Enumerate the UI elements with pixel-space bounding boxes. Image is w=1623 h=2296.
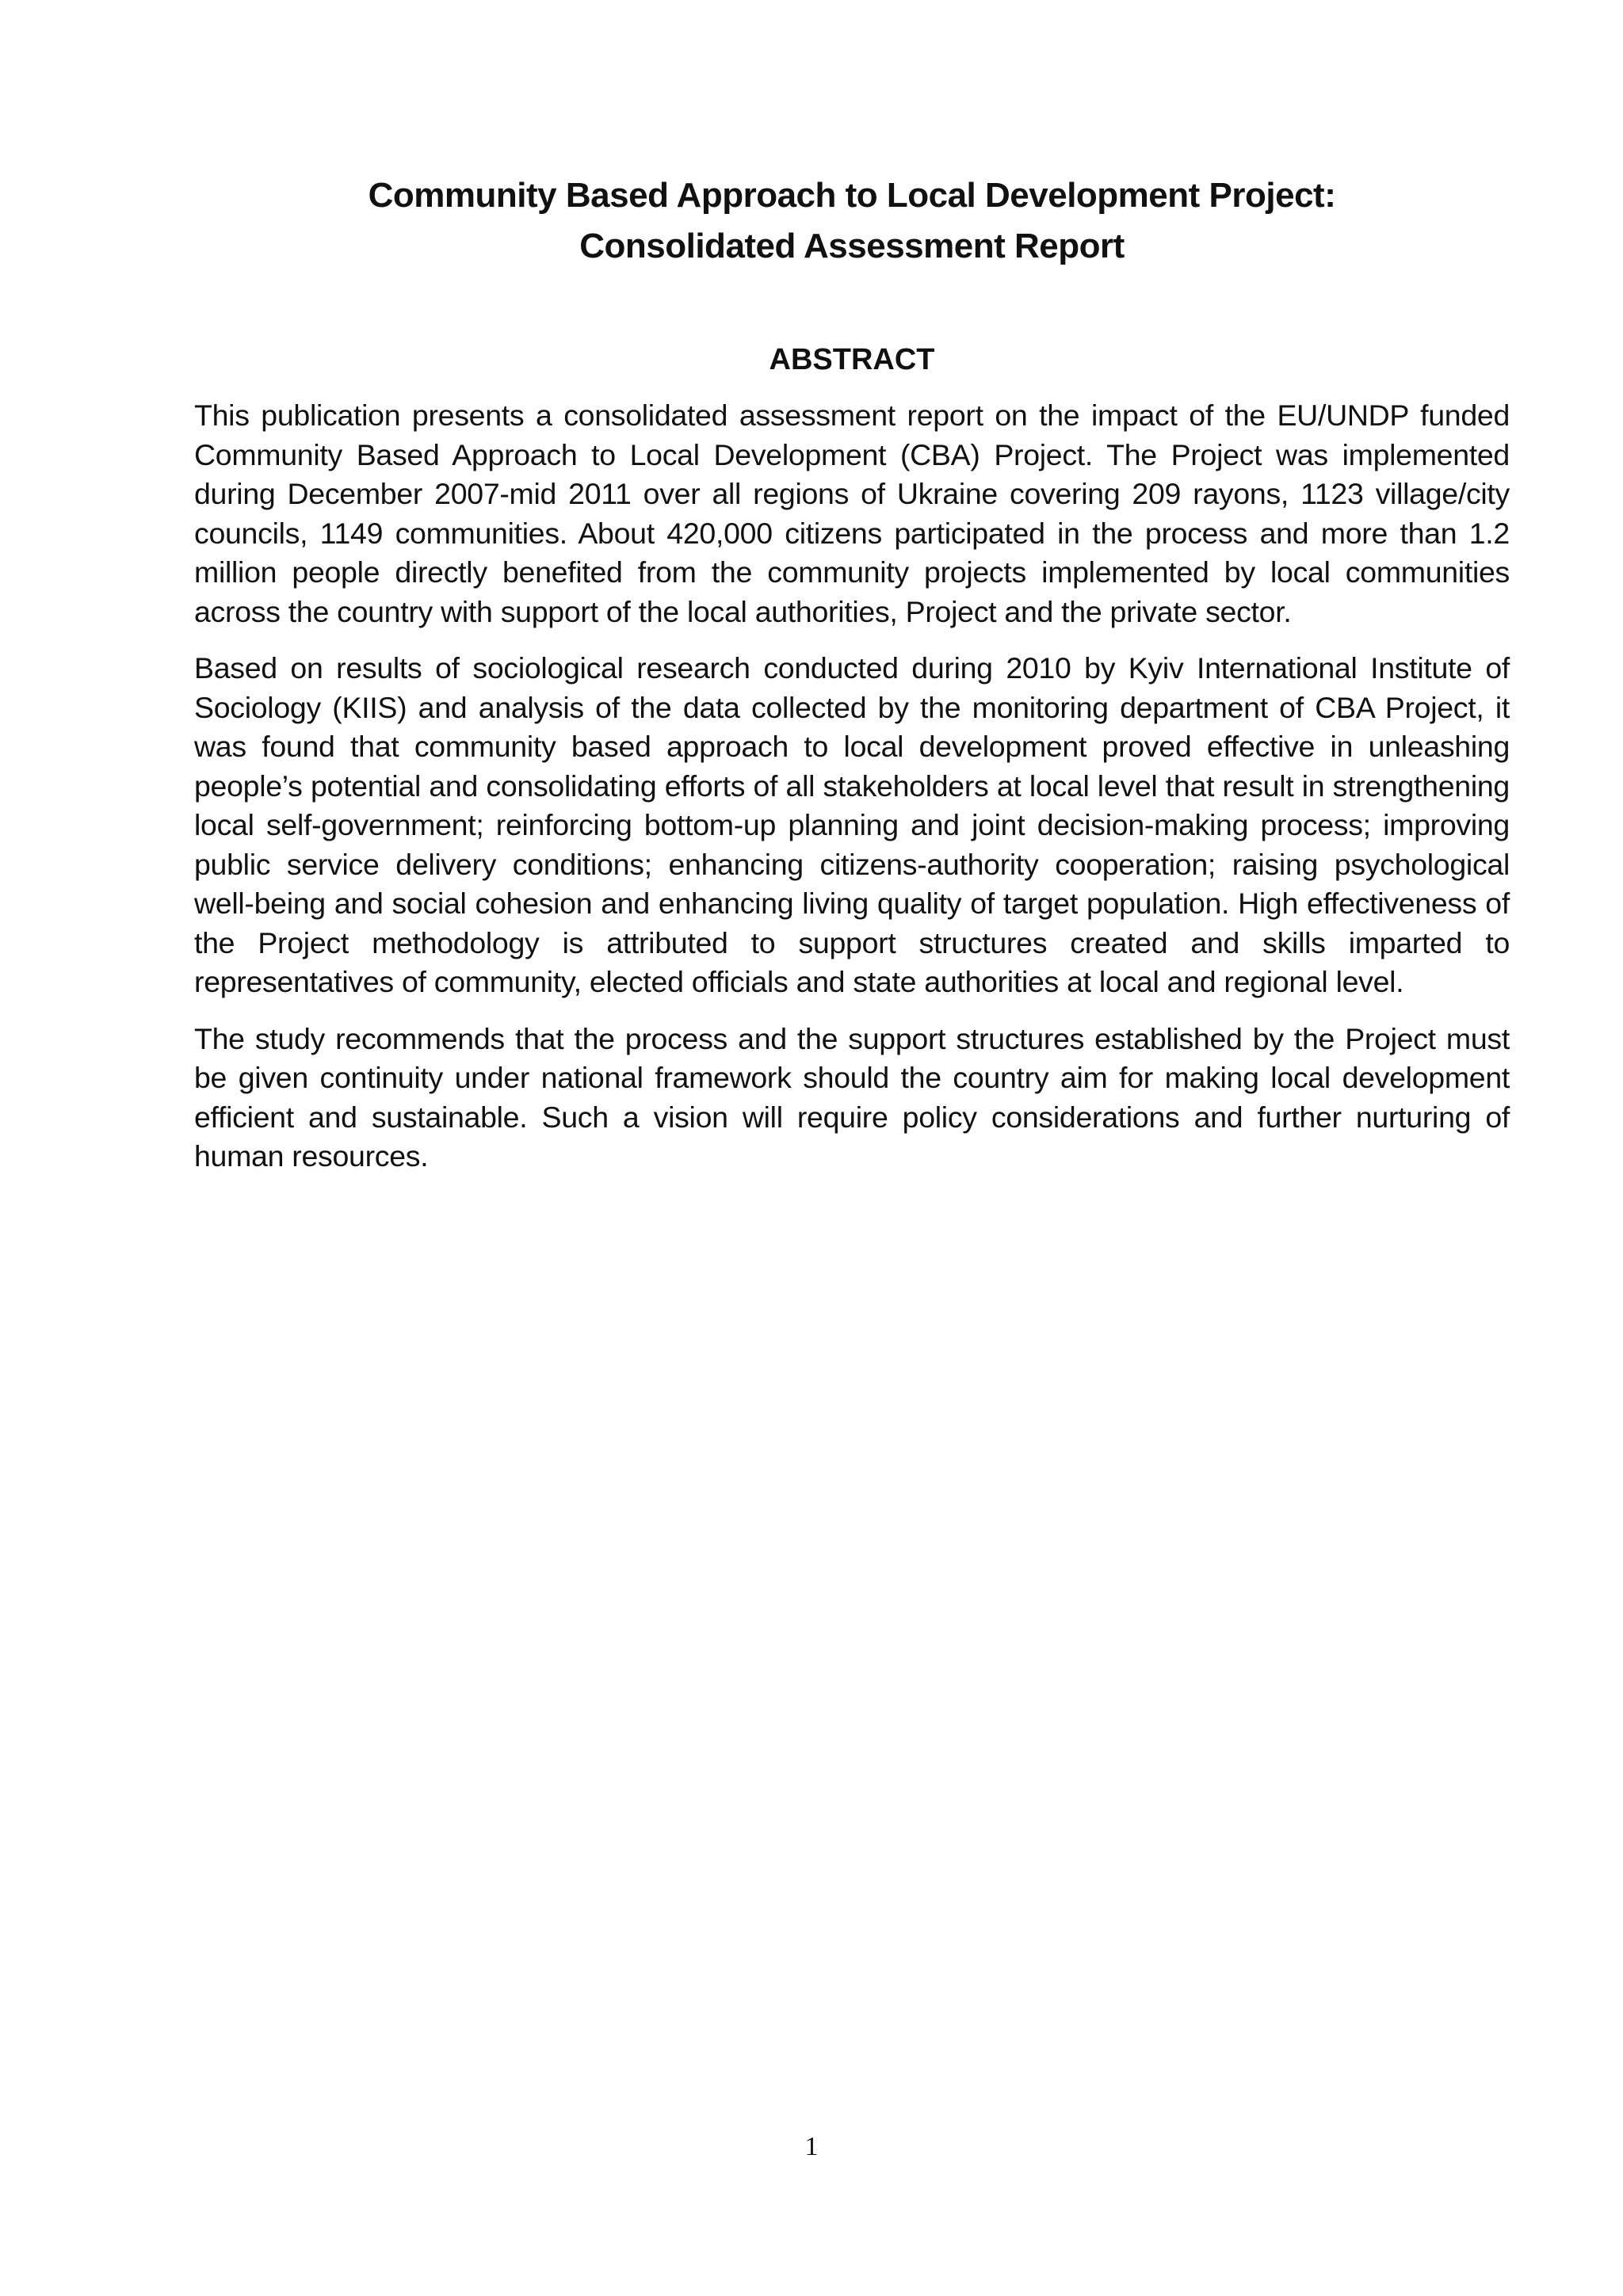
page-number: 1 (804, 2132, 819, 2161)
document-title (194, 170, 1510, 272)
abstract-paragraph-1: This publication presents a consolidated assessment report on the impact of the EU/UNDP funded Community Based Approach to Local Development (CBA) Project. The Project was implemented during December 2007-mid 2011 over all regions of Ukraine covering 209 rayons, 1123 village/city councils, 1149 communities. About 420,000 citizens participated in the process and more than 1.2 million people directly benefited from the community projects implemented by local communities across the country with support of the local authorities, Project and the private sector. (194, 399, 1510, 628)
abstract-paragraph-2: Based on results of sociological research conducted during 2010 by Kyiv International Institute of Sociology (KIIS) and analysis of the data collected by the monitoring department of CBA Project, it was found that community based approach to local development proved effective in unleashing people’s potential and consolidating efforts of all stakeholders at local level that result in strengthening local self-government; reinforcing bottom-up planning and joint decision-making process; improving public service delivery conditions; enhancing citizens-authority cooperation; raising psychological well-being and social cohesion and enhancing living quality of target population. High effectiveness of the Project methodology is attributed to support structures created and skills imparted to representatives of community, elected officials and state authorities at local and regional level. (194, 651, 1510, 998)
title-line-1: Community Based Approach to Local Development Project: (368, 176, 1336, 215)
title-line-2: Consolidated Assessment Report (579, 227, 1125, 265)
abstract-body (194, 396, 1510, 1194)
abstract-heading: ABSTRACT (769, 343, 935, 376)
abstract-paragraph-3: The study recommends that the process and the support structures established by the Project must be given continuity under national framework should the country aim for making local development efficient and sustainable. Such a vision will require policy considerations and further nurturing of human resources. (194, 1021, 1510, 1173)
